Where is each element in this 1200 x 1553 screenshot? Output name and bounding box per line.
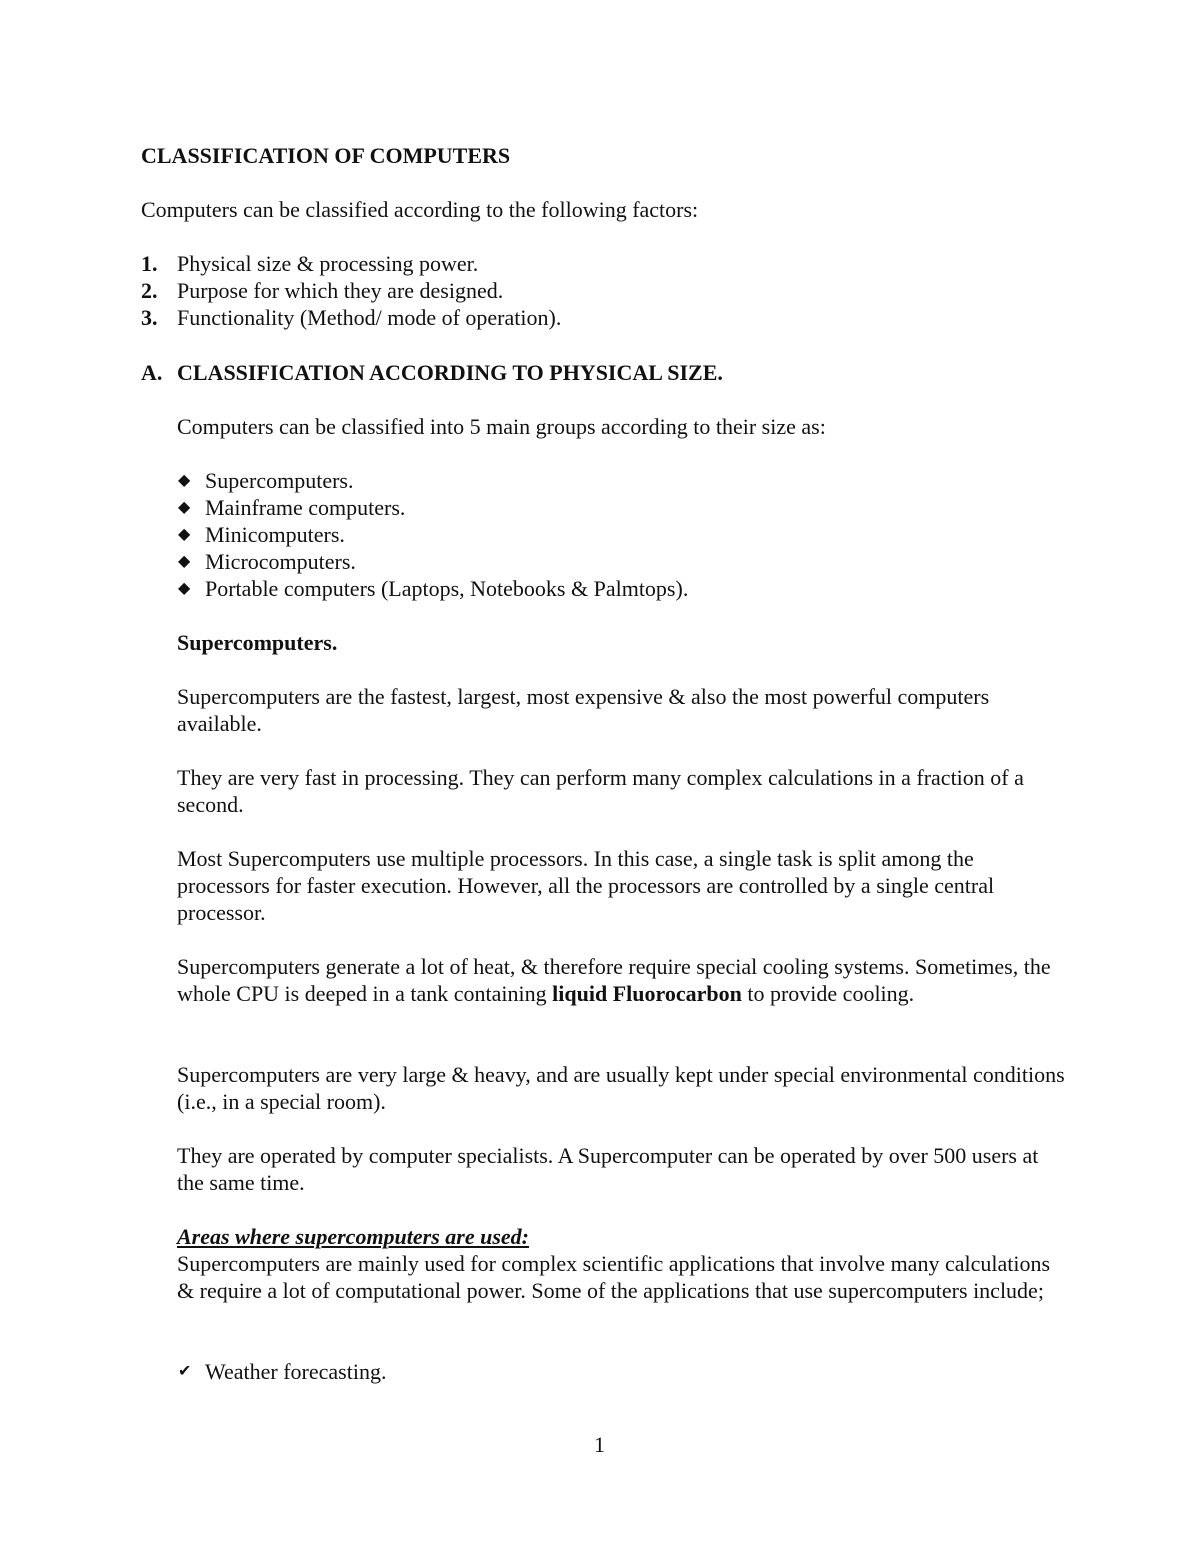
factor-text: Functionality (Method/ mode of operation). (177, 305, 562, 330)
factor-number: 1. (141, 251, 158, 276)
paragraph: Supercomputers are the fastest, largest, most expensive & also the most powerful computers available. (177, 684, 990, 736)
factor-item (141, 277, 503, 304)
paragraph: Supercomputers are mainly used for complex scientific applications that involve many calculations & require a lot of computational power. Some of the applications that use supercomputers include; (177, 1251, 1051, 1303)
diamond-bullet-icon: ◆ (178, 526, 191, 543)
paragraph: They are operated by computer specialists. A Supercomputer can be operated by over 500 users at the same time. (177, 1143, 1039, 1195)
intro-text: Computers can be classified according to the following factors: (141, 197, 699, 222)
factor-item (141, 304, 561, 331)
factor-item (141, 250, 478, 277)
list-item: Microcomputers. (205, 549, 356, 574)
factor-text: Physical size & processing power. (177, 251, 479, 276)
diamond-bullet-icon: ◆ (178, 499, 191, 516)
subsection-heading: Supercomputers. (177, 630, 338, 655)
list-item: Weather forecasting. (205, 1359, 387, 1384)
factor-number: 2. (141, 278, 158, 303)
section-intro: Computers can be classified into 5 main groups according to their size as: (177, 414, 826, 439)
paragraph: Most Supercomputers use multiple processors. In this case, a single task is split among the processors for faster execution. However, all the processors are controlled by a single central processor. (177, 846, 995, 925)
section-heading-text: CLASSIFICATION ACCORDING TO PHYSICAL SIZE. (177, 360, 723, 385)
diamond-bullet-icon: ◆ (178, 580, 191, 597)
paragraph-text: Supercomputers generate a lot of heat, & therefore require special cooling systems. Sometimes, the whole CPU is deeped in a tank containing (177, 954, 1051, 1006)
page-number: 1 (594, 1432, 605, 1457)
list-item: Mainframe computers. (205, 495, 406, 520)
factor-text: Purpose for which they are designed. (177, 278, 504, 303)
paragraph-text: to provide cooling. (741, 981, 915, 1006)
highlight-term: liquid Fluorocarbon (552, 981, 742, 1006)
list-item: Supercomputers. (205, 468, 354, 493)
diamond-bullet-icon: ◆ (178, 472, 191, 489)
check-icon: ✔ (178, 1363, 192, 1380)
list-item: Portable computers (Laptops, Notebooks & Palmtops). (205, 576, 689, 601)
paragraph: They are very fast in processing. They can perform many complex calculations in a fraction of a second. (177, 765, 1024, 817)
factor-number: 3. (141, 305, 158, 330)
section-letter: A. (141, 360, 163, 385)
page-title: CLASSIFICATION OF COMPUTERS (141, 143, 511, 168)
list-item: Minicomputers. (205, 522, 345, 547)
areas-heading: Areas where supercomputers are used: (177, 1224, 530, 1249)
diamond-bullet-icon: ◆ (178, 553, 191, 570)
section-heading (141, 359, 723, 386)
paragraph: Supercomputers are very large & heavy, and are usually kept under special environmental conditions (i.e., in a special room). (177, 1062, 1065, 1114)
paragraph (177, 953, 1067, 1007)
